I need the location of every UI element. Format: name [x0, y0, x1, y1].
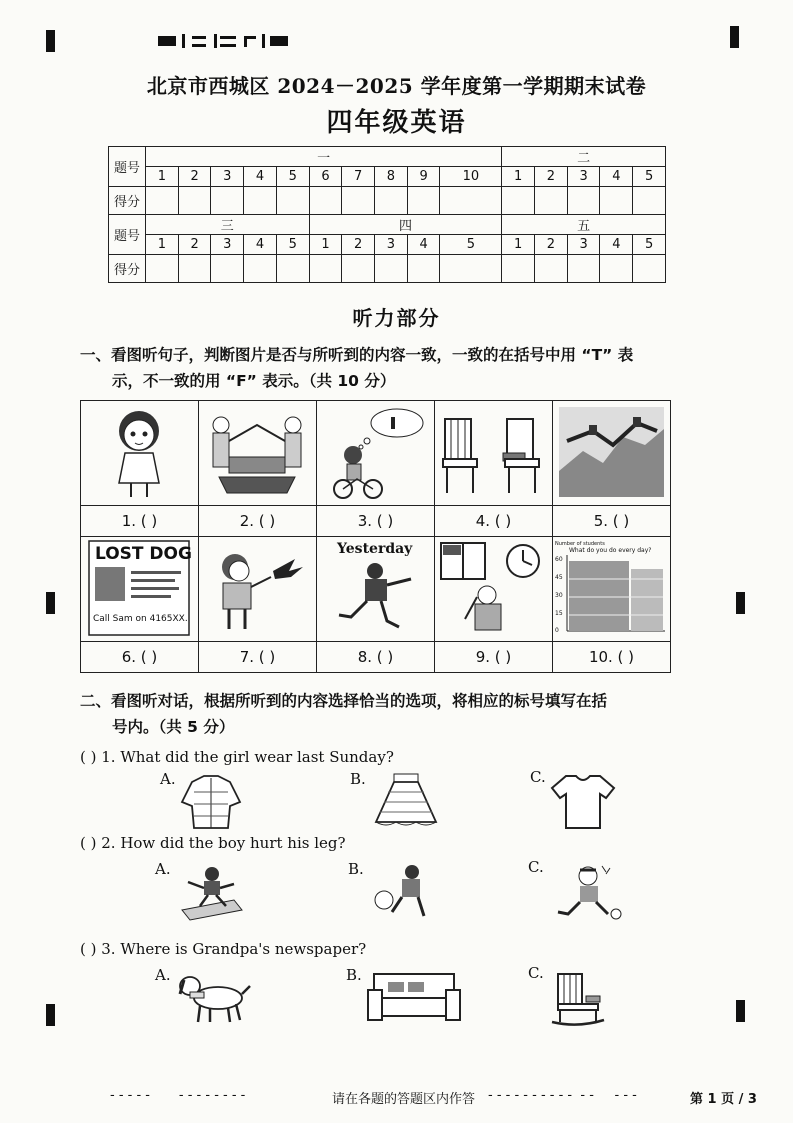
score-cell[interactable] — [407, 187, 440, 215]
score-cell[interactable] — [244, 255, 277, 283]
number-cell: 6 — [309, 167, 342, 187]
score-cell[interactable] — [502, 255, 535, 283]
answer-cell-8[interactable]: 8. ( ) — [317, 642, 435, 673]
q3-option-a-label[interactable]: A. — [155, 966, 171, 984]
group-label-1: 一 — [146, 147, 502, 167]
score-cell[interactable] — [342, 255, 375, 283]
sofa-picture — [366, 970, 462, 1026]
answer-cell-2[interactable]: 2. ( ) — [199, 506, 317, 537]
number-cell: 4 — [407, 235, 440, 255]
number-cell: 10 — [440, 167, 502, 187]
number-cell: 2 — [535, 167, 568, 187]
bottom-score-row — [109, 255, 666, 283]
picture-grid — [80, 400, 671, 673]
dog-picture — [174, 970, 254, 1026]
footer-dashes-left: - - - - - - - - - - - - - — [110, 1088, 246, 1103]
score-cell[interactable] — [375, 187, 408, 215]
number-cell: 2 — [342, 235, 375, 255]
lost-dog-poster-picture — [81, 537, 198, 641]
score-label: 得分 — [109, 187, 146, 215]
poster-call-text: Call Sam on 4165XX. — [93, 614, 188, 624]
number-cell: 2 — [178, 235, 211, 255]
chart-ylabel: Number of students — [555, 541, 605, 547]
answer-cell-9[interactable]: 9. ( ) — [435, 642, 553, 673]
chart-tick: 45 — [555, 574, 563, 581]
q3-option-b-label[interactable]: B. — [346, 966, 362, 984]
poster-title: LOST DOG — [95, 544, 192, 564]
q3-option-c-label[interactable]: C. — [528, 964, 544, 982]
answer-cell-4[interactable]: 4. ( ) — [435, 506, 553, 537]
chart-tick: 60 — [555, 556, 563, 563]
score-cell[interactable] — [567, 187, 600, 215]
q2-option-a-label[interactable]: A. — [155, 860, 171, 878]
registration-mark-bottom-right — [736, 1000, 745, 1022]
score-cell[interactable] — [440, 187, 502, 215]
girl-picture — [81, 401, 198, 505]
bottom-number-row — [109, 235, 666, 255]
number-cell: 4 — [244, 235, 277, 255]
group-label-5: 五 — [502, 215, 666, 235]
number-cell: 4 — [600, 235, 633, 255]
yesterday-running-picture — [317, 537, 434, 641]
q1-option-a-label[interactable]: A. — [160, 770, 176, 788]
answer-cell-6[interactable]: 6. ( ) — [81, 642, 199, 673]
page-number: 第 1 页 / 3 — [690, 1092, 757, 1107]
top-score-row — [109, 187, 666, 215]
part2-instruction-line2: 号内。（共 5 分） — [112, 718, 235, 736]
riding-bike-picture — [317, 401, 434, 505]
q1-option-b-label[interactable]: B. — [350, 770, 366, 788]
q2-option-b-label[interactable]: B. — [348, 860, 364, 878]
score-cell[interactable] — [309, 187, 342, 215]
score-cell[interactable] — [276, 187, 309, 215]
rocking-chair-picture — [548, 970, 608, 1028]
barcode-strip — [158, 34, 298, 48]
registration-mark-top-right — [730, 26, 739, 48]
score-cell[interactable] — [407, 255, 440, 283]
group-label-2: 二 — [502, 147, 666, 167]
score-cell[interactable] — [535, 187, 568, 215]
number-cell: 8 — [375, 167, 408, 187]
answer-cell-3[interactable]: 3. ( ) — [317, 506, 435, 537]
score-cell[interactable] — [342, 187, 375, 215]
number-cell: 1 — [502, 167, 535, 187]
brushing-teeth-clock-picture — [435, 537, 552, 641]
score-cell[interactable] — [502, 187, 535, 215]
score-cell[interactable] — [633, 187, 666, 215]
number-cell: 3 — [567, 167, 600, 187]
number-cell: 5 — [633, 167, 666, 187]
boy-with-ball-picture — [368, 862, 438, 922]
number-cell: 9 — [407, 167, 440, 187]
score-cell[interactable] — [178, 255, 211, 283]
answer-cell-7[interactable]: 7. ( ) — [199, 642, 317, 673]
score-table — [108, 146, 666, 283]
group-label-4: 四 — [309, 215, 502, 235]
score-cell[interactable] — [633, 255, 666, 283]
bar-chart-picture — [553, 537, 670, 641]
score-cell[interactable] — [146, 255, 179, 283]
score-cell[interactable] — [211, 187, 244, 215]
dragon-boat-picture — [199, 401, 316, 505]
number-cell: 5 — [633, 235, 666, 255]
number-cell: 5 — [276, 167, 309, 187]
score-table-qnum-label: 题号 — [109, 147, 146, 187]
chairs-picture — [435, 401, 552, 505]
score-cell[interactable] — [375, 255, 408, 283]
q1-option-c-label[interactable]: C. — [530, 768, 546, 786]
number-cell: 3 — [375, 235, 408, 255]
number-cell: 2 — [535, 235, 568, 255]
registration-mark-mid-right — [736, 592, 745, 614]
group-label-3: 三 — [146, 215, 310, 235]
number-cell: 1 — [146, 167, 179, 187]
number-cell: 1 — [146, 235, 179, 255]
number-cell: 7 — [342, 167, 375, 187]
answer-cell-5[interactable]: 5. ( ) — [553, 506, 671, 537]
exam-title: 北京市西城区 2024－2025 学年度第一学期期末试卷 — [146, 74, 647, 98]
score-cell[interactable] — [244, 187, 277, 215]
registration-mark-bottom-left — [46, 1004, 55, 1026]
question-1-stem[interactable]: ( ) 1. What did the girl wear last Sunday? — [80, 748, 394, 766]
chart-tick: 30 — [555, 592, 563, 599]
number-cell: 1 — [309, 235, 342, 255]
score-cell[interactable] — [276, 255, 309, 283]
number-cell: 4 — [244, 167, 277, 187]
number-cell: 2 — [178, 167, 211, 187]
score-cell[interactable] — [567, 255, 600, 283]
boy-hurt-picture — [548, 862, 624, 926]
t-shirt-picture — [548, 772, 618, 832]
question-2-stem[interactable]: ( ) 2. How did the boy hurt his leg? — [80, 834, 346, 852]
footer-note: 请在各题的答题区内作答 — [332, 1092, 476, 1107]
score-cell[interactable] — [178, 187, 211, 215]
score-label: 得分 — [109, 255, 146, 283]
score-cell[interactable] — [309, 255, 342, 283]
top-number-row — [109, 167, 666, 187]
score-cell[interactable] — [440, 255, 502, 283]
score-cell[interactable] — [600, 255, 633, 283]
part2-instruction-line1: 二、看图听对话，根据所听到的内容选择恰当的选项，将相应的标号填写在括 — [80, 692, 608, 710]
number-cell: 3 — [211, 167, 244, 187]
chart-heading: What do you do every day? — [569, 547, 652, 554]
great-wall-picture — [553, 401, 670, 505]
jacket-picture — [176, 772, 246, 830]
boy-falling-picture — [176, 864, 246, 924]
number-cell: 5 — [440, 235, 502, 255]
registration-mark-mid-left — [46, 592, 55, 614]
chart-tick: 0 — [555, 627, 559, 634]
listening-section-title: 听力部分 — [352, 306, 441, 330]
girl-with-bird-picture — [199, 537, 316, 641]
number-cell: 3 — [211, 235, 244, 255]
score-cell[interactable] — [146, 187, 179, 215]
number-cell: 1 — [502, 235, 535, 255]
score-table-qnum-label: 题号 — [109, 215, 146, 255]
number-cell: 3 — [567, 235, 600, 255]
chart-tick: 15 — [555, 610, 563, 617]
number-cell: 5 — [276, 235, 309, 255]
score-cell[interactable] — [600, 187, 633, 215]
registration-mark-top-left — [46, 30, 55, 52]
score-cell[interactable] — [211, 255, 244, 283]
subject-title: 四年级英语 — [326, 108, 467, 138]
score-cell[interactable] — [535, 255, 568, 283]
yesterday-label: Yesterday — [337, 541, 413, 557]
skirt-picture — [370, 772, 442, 828]
part1-instruction-line1: 一、看图听句子，判断图片是否与所听到的内容一致，一致的在括号中用 “T” 表 — [80, 346, 634, 364]
question-3-stem[interactable]: ( ) 3. Where is Grandpa's newspaper? — [80, 940, 367, 958]
answer-cell-1[interactable]: 1. ( ) — [81, 506, 199, 537]
number-cell: 4 — [600, 167, 633, 187]
part1-instruction-line2: 示，不一致的用 “F” 表示。（共 10 分） — [112, 372, 396, 390]
q2-option-c-label[interactable]: C. — [528, 858, 544, 876]
footer-dashes-right: - - - - - - - - - - - - - - - — [488, 1088, 637, 1103]
answer-cell-10[interactable]: 10. ( ) — [553, 642, 671, 673]
